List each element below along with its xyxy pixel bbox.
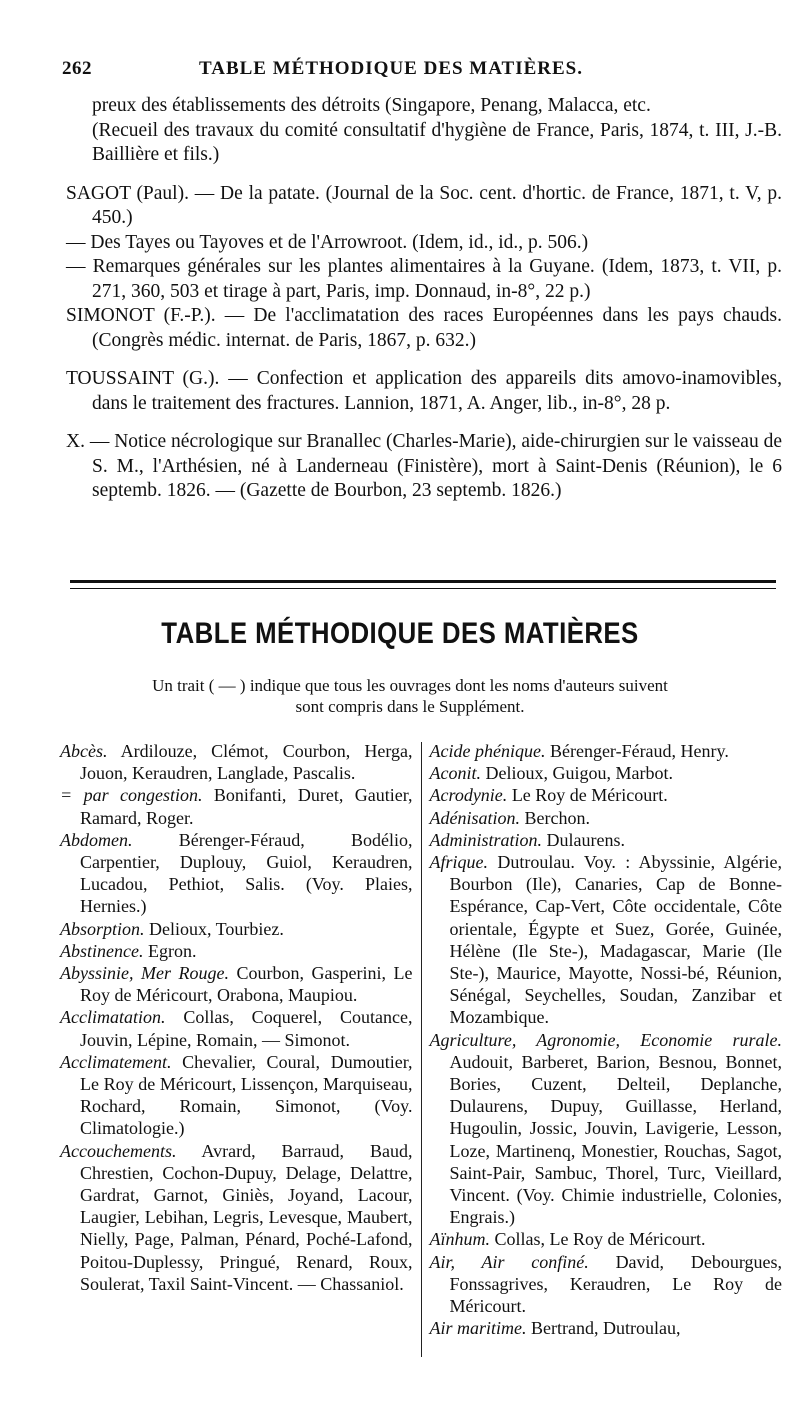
page-number: 262: [62, 58, 92, 79]
section-note: [90, 675, 730, 717]
bibliography-entries: [66, 94, 782, 504]
index-entry: Abstinence. Egron.: [60, 940, 197, 961]
entry-simonot: SIMONOT (F.-P.). — De l'acclimatation des races Européennes dans les pays chauds. (Congrès médic. internat. de Paris, 1867, p. 632.): [66, 305, 782, 351]
index-entry: Acclimatement. Chevalier, Coural, Dumoutier, Le Roy de Méricourt, Lissençon, Marquiseau, Rochard, Romain, Simonot, (Voy. Climatologie.): [60, 1051, 413, 1139]
index-entry: Agriculture, Agronomie, Economie rurale. Audouit, Barberet, Barion, Besnou, Bonnet, Bories, Cuzent, Delteil, Deplanche, Dulaurens, Dupuy, Guillasse, Herland, Hugoulin, Jossic, Jouvin, Lavigerie, Lesson, Loze, Martinenq, Monestier, Rouchas, Sagot, Saint-Pair, Sambuc, Thorel, Turc, Vieillard, Vincent. (Voy. Chimie industrielle, Colonies, Engrais.): [429, 1029, 782, 1228]
section-note-line-1: Un trait ( — ) indique que tous les ouvrages dont les noms d'auteurs suivent: [152, 676, 668, 695]
entry-toussaint: TOUSSAINT (G.). — Confection et application des appareils dits amovo-inamovibles, dans le traitement des fractures. Lannion, 1871, A. Anger, lib., in-8°, 28 p.: [66, 368, 782, 414]
index-entry: Abdomen. Bérenger-Féraud, Bodélio, Carpentier, Duplouy, Guiol, Keraudren, Lucadou, Pethiot, Salis. (Voy. Plaies, Hernies.): [60, 829, 413, 917]
index-entry: Accouchements. Avrard, Barraud, Baud, Chrestien, Cochon-Dupuy, Delage, Delattre, Gardrat, Garnot, Giniès, Joyand, Lacour, Laugier, Lebihan, Legris, Levesque, Maubert, Nielly, Page, Palman, Pénard, Poché-Lafond, Poitou-Duplessy, Pringué, Renard, Roux, Soulerat, Taxil Saint-Vincent. — Chassaniol.: [60, 1140, 413, 1294]
index-entry: Abcès. Ardilouze, Clémot, Courbon, Herga, Jouon, Keraudren, Langlade, Pascalis.: [60, 741, 413, 784]
entry-continuation: preux des établissements des détroits (Singapore, Penang, Malacca, etc. (Recueil des travaux du comité consultatif d'hygiène de France, Paris, 1874, t. III, J.-B. Baillière et fils.): [92, 95, 782, 165]
entry-sagot-tayes: — Des Tayes ou Tayoves et de l'Arrowroot. (Idem, id., id., p. 506.): [66, 231, 589, 253]
index-entry: Aïnhum. Collas, Le Roy de Méricourt.: [429, 1229, 706, 1250]
entry-x-notice: X. — Notice nécrologique sur Branallec (Charles-Marie), aide-chirurgien sur le vaisseau de S. M., l'Arthésien, né à Landerneau (Finistère), mort à Saint-Denis (Réunion), le 6 septemb. 1826. — (Gazette de Bourbon, 23 septemb. 1826.): [66, 431, 782, 501]
index-entry: Aconit. Delioux, Guigou, Marbot.: [429, 763, 673, 784]
section-divider-rule: [70, 580, 776, 589]
section-note-line-2: sont compris dans le Supplément.: [295, 697, 525, 716]
index-entry: Adénisation. Berchon.: [429, 807, 590, 828]
index-column-right: [422, 740, 783, 1380]
index-entry: Abyssinie, Mer Rouge. Courbon, Gasperini, Le Roy de Méricourt, Orabona, Maupiou.: [60, 963, 413, 1006]
index-entry: Acclimatation. Collas, Coquerel, Coutance, Jouvin, Lépine, Romain, — Simonot.: [60, 1007, 413, 1050]
index-column-left: [60, 740, 421, 1380]
index-entry: Acide phénique. Bérenger-Féraud, Henry.: [429, 741, 729, 761]
index-entry: Administration. Dulaurens.: [429, 829, 625, 850]
index-entry: = par congestion. Bonifanti, Duret, Gautier, Ramard, Roger.: [60, 785, 413, 828]
entry-sagot-patate: SAGOT (Paul). — De la patate. (Journal de la Soc. cent. d'hortic. de France, 1871, t. V, p. 450.): [66, 182, 782, 228]
index-entry: Air, Air confiné. David, Debourgues, Fonssagrives, Keraudren, Le Roy de Méricourt.: [429, 1251, 782, 1317]
index-entry: Air maritime. Bertrand, Dutroulau,: [429, 1318, 681, 1339]
index-columns: [60, 740, 782, 1380]
section-title: TABLE MÉTHODIQUE DES MATIÈRES: [161, 617, 639, 650]
index-entry: Absorption. Delioux, Tourbiez.: [60, 918, 284, 939]
entry-sagot-remarques: — Remarques générales sur les plantes alimentaires à la Guyane. (Idem, 1873, t. VII, p. 271, 360, 503 et tirage à part, Paris, imp. Donnaud, in-8°, 22 p.): [66, 256, 782, 302]
index-entry: Acrodynie. Le Roy de Méricourt.: [429, 785, 668, 806]
index-entry: Afrique. Dutroulau. Voy. : Abyssinie, Algérie, Bourbon (Ile), Canaries, Cap de Bonne-Espérance, Cap-Vert, Côte occidentale, Côte orientale, Égypte et Suez, Gorée, Guinée, Hélène (Ile Ste-), Madagascar, Marie (Ile Ste-), Maurice, Mayotte, Nossi-bé, Réunion, Sénégal, Seychelles, Soudan, Zanzibar et Mozambique.: [429, 852, 782, 1028]
running-header: [62, 58, 760, 80]
running-title: TABLE MÉTHODIQUE DES MATIÈRES.: [198, 58, 584, 79]
